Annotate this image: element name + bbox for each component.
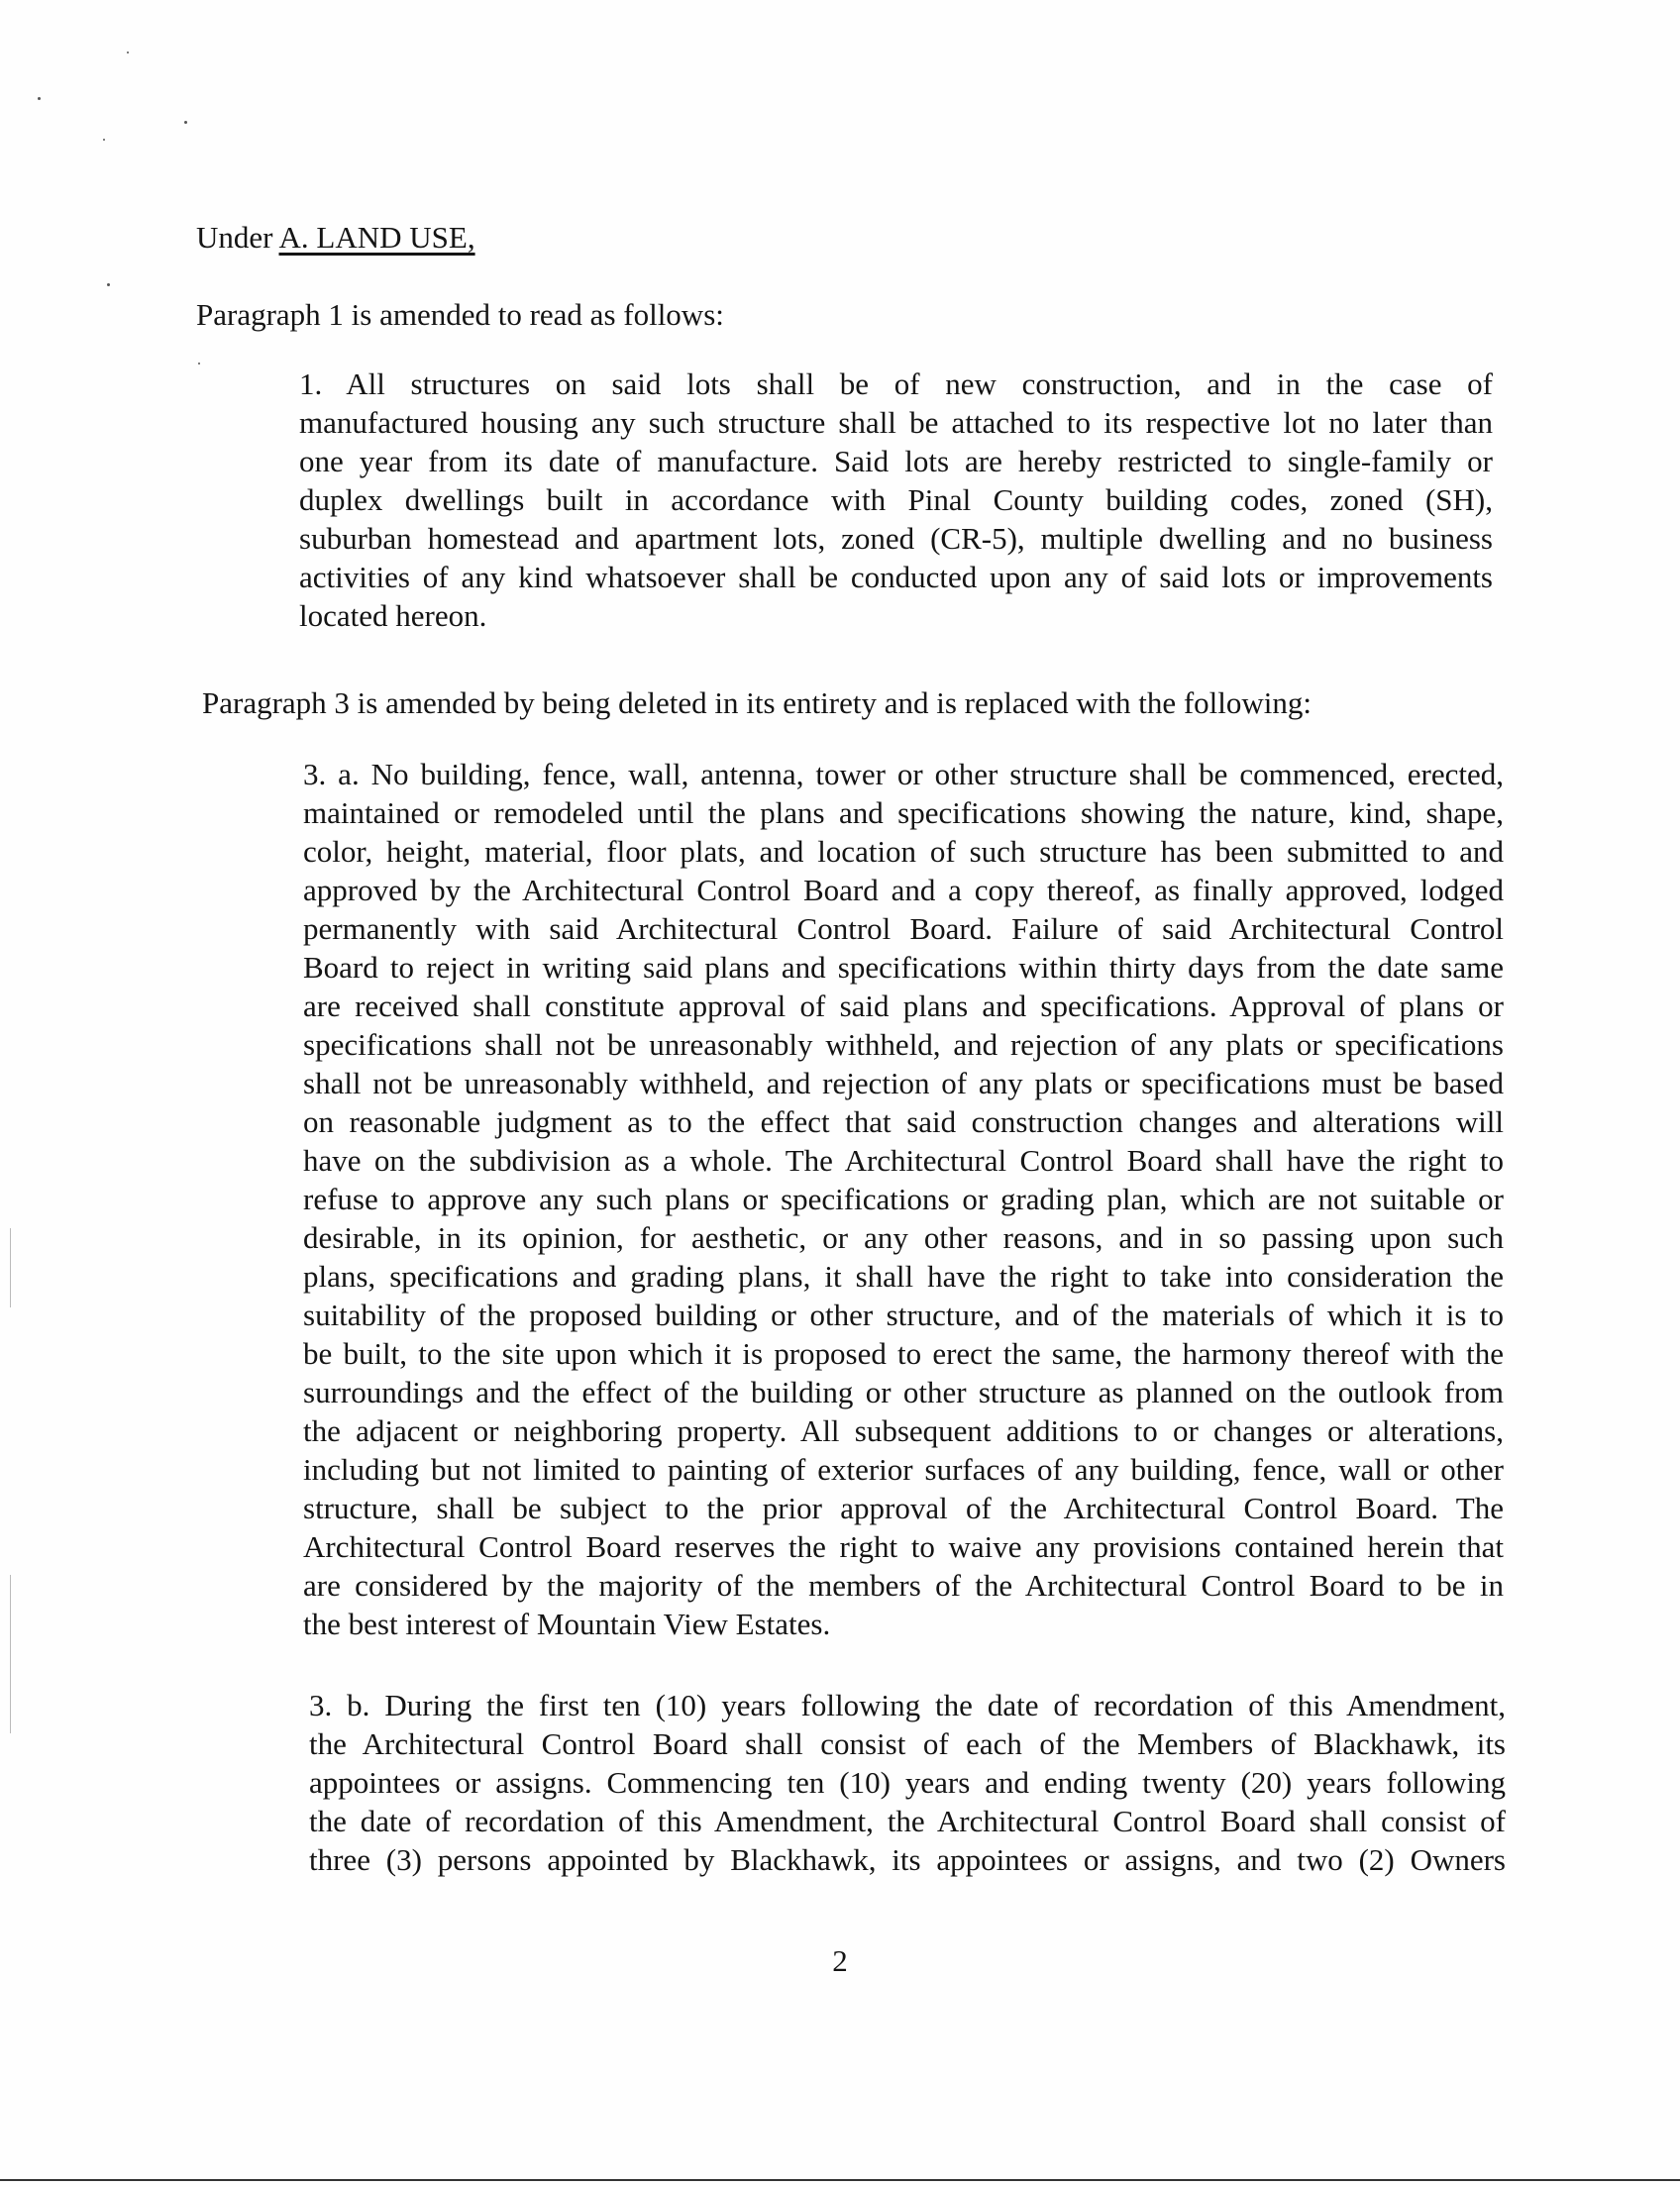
page-number: 2 xyxy=(832,1943,848,1978)
text-line: suitability of the proposed building or other structure, and of the materials of which it is to xyxy=(303,1298,1504,1332)
text-line: the Architectural Control Board shall consist of each of the Members of Blackhawk, its xyxy=(309,1726,1506,1761)
text-line: color, height, material, floor plats, and location of such structure has been submitted to and xyxy=(303,834,1504,869)
heading-prefix: Under xyxy=(196,220,279,255)
text-line: 3. b. During the first ten (10) years following the date of recordation of this Amendment, xyxy=(309,1688,1506,1722)
text-line: on reasonable judgment as to the effect that said construction changes and alterations will xyxy=(303,1104,1504,1139)
paragraph-3-intro: Paragraph 3 is amended by being deleted in its entirety and is replaced with the following: xyxy=(202,685,1312,720)
paragraph-3a-body xyxy=(303,755,1504,1643)
scan-speck xyxy=(38,97,41,100)
text-line: duplex dwellings built in accordance with Pinal County building codes, zoned (SH), xyxy=(299,482,1493,517)
section-heading xyxy=(196,218,475,258)
scan-speck xyxy=(107,283,110,286)
text-line: surroundings and the effect of the building or other structure as planned on the outlook from xyxy=(303,1375,1504,1409)
text-line: one year from its date of manufacture. Said lots are hereby restricted to single-family or xyxy=(299,444,1493,478)
text-line: plans, specifications and grading plans, it shall have the right to take into consideration the xyxy=(303,1259,1504,1294)
text-line: are considered by the majority of the members of the Architectural Control Board to be in xyxy=(303,1568,1504,1603)
text-line: the best interest of Mountain View Estates. xyxy=(303,1607,831,1641)
text-line: maintained or remodeled until the plans and specifications showing the nature, kind, shape, xyxy=(303,795,1504,830)
text-line: have on the subdivision as a whole. The Architectural Control Board shall have the right to xyxy=(303,1143,1504,1178)
scan-speck xyxy=(127,52,129,53)
text-line: be built, to the site upon which it is proposed to erect the same, the harmony thereof with the xyxy=(303,1336,1504,1371)
text-line: Board to reject in writing said plans and specifications within thirty days from the date same xyxy=(303,950,1504,985)
margin-scan-mark xyxy=(10,1575,11,1733)
text-line: the date of recordation of this Amendment, the Architectural Control Board shall consist of xyxy=(309,1804,1506,1838)
scan-bottom-edge xyxy=(0,2179,1680,2181)
text-line: refuse to approve any such plans or specifications or grading plan, which are not suitable or xyxy=(303,1182,1504,1216)
text-line: three (3) persons appointed by Blackhawk, its appointees or assigns, and two (2) Owners xyxy=(309,1842,1506,1877)
scan-speck xyxy=(198,363,200,364)
text-line: 3. a. No building, fence, wall, antenna, tower or other structure shall be commenced, erected, xyxy=(303,757,1504,791)
text-line: appointees or assigns. Commencing ten (10) years and ending twenty (20) years following xyxy=(309,1765,1506,1800)
heading-section-title: A. LAND USE, xyxy=(278,220,475,255)
scan-speck xyxy=(103,139,105,141)
text-line: suburban homestead and apartment lots, zoned (CR-5), multiple dwelling and no business xyxy=(299,521,1493,556)
text-line: 1. All structures on said lots shall be of new construction, and in the case of xyxy=(299,366,1493,401)
scan-speck xyxy=(184,121,187,124)
margin-scan-mark xyxy=(10,1228,11,1307)
text-line: manufactured housing any such structure shall be attached to its respective lot no later than xyxy=(299,405,1493,440)
text-line: structure, shall be subject to the prior approval of the Architectural Control Board. The xyxy=(303,1491,1504,1525)
text-line: permanently with said Architectural Control Board. Failure of said Architectural Control xyxy=(303,911,1504,946)
text-line: are received shall constitute approval of said plans and specifications. Approval of plans or xyxy=(303,989,1504,1023)
text-line: Architectural Control Board reserves the right to waive any provisions contained herein that xyxy=(303,1529,1504,1564)
paragraph-1-body xyxy=(299,364,1493,635)
paragraph-1-intro: Paragraph 1 is amended to read as follows: xyxy=(196,297,724,332)
text-line: the adjacent or neighboring property. All subsequent additions to or changes or alterations, xyxy=(303,1413,1504,1448)
text-line: desirable, in its opinion, for aesthetic, or any other reasons, and in so passing upon such xyxy=(303,1220,1504,1255)
text-line: activities of any kind whatsoever shall be conducted upon any of said lots or improvements xyxy=(299,560,1493,594)
text-line: including but not limited to painting of exterior surfaces of any building, fence, wall or other xyxy=(303,1452,1504,1487)
text-line: located hereon. xyxy=(299,598,487,633)
text-line: approved by the Architectural Control Board and a copy thereof, as finally approved, lodged xyxy=(303,873,1504,907)
text-line: shall not be unreasonably withheld, and rejection of any plats or specifications must be based xyxy=(303,1066,1504,1100)
paragraph-3b-body xyxy=(309,1686,1506,1879)
text-line: specifications shall not be unreasonably withheld, and rejection of any plats or specifications xyxy=(303,1027,1504,1062)
